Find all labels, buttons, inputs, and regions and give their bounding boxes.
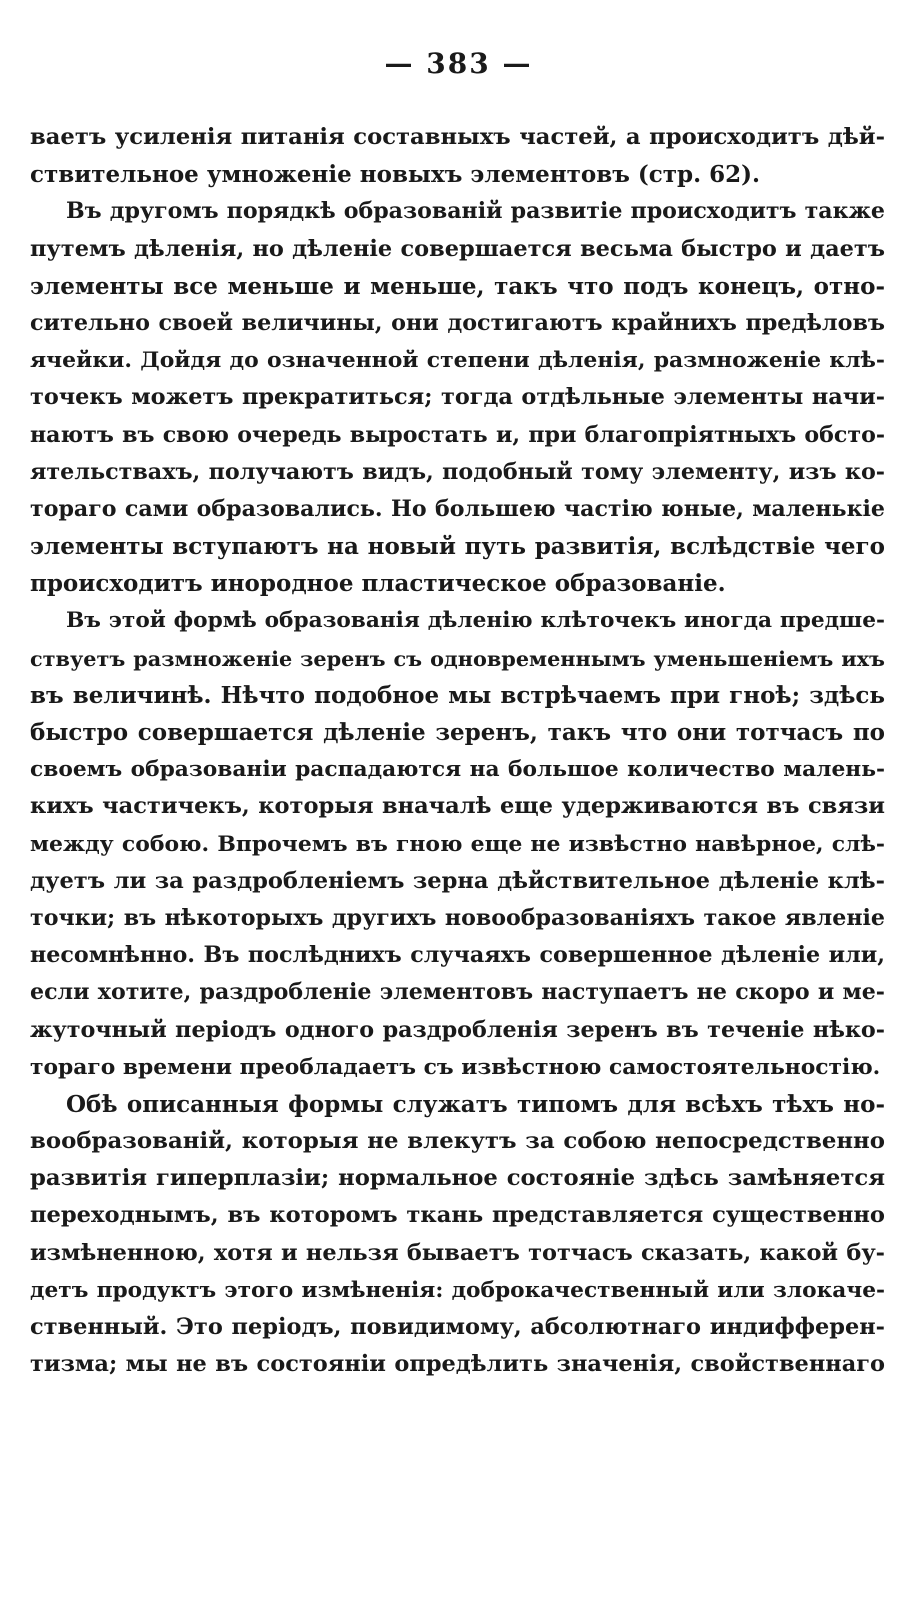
text-line: элементы все меньше и меньше, такъ что подъ конецъ, отно- (30, 272, 885, 300)
text-line: несомнѣнно. Въ послѣднихъ случаяхъ совершенное дѣленіе или, (30, 942, 885, 969)
text-line: точекъ можетъ прекратиться; тогда отдѣльные элементы начи- (30, 384, 885, 411)
paragraph-4 (30, 1086, 885, 1384)
text-line: детъ продуктъ этого измѣненія: доброкачественный или злокаче- (30, 1277, 885, 1303)
text-line: кихъ частичекъ, которыя вначалѣ еще удерживаются въ связи (30, 793, 885, 820)
text-line: тораго времени преобладаетъ съ извѣстною самостоятельностію. (30, 1054, 881, 1080)
text-line: ствительное умноженіе новыхъ элементовъ (стр. 62). (30, 161, 761, 189)
text-line: Обѣ описанныя формы служатъ типомъ для всѣхъ тѣхъ но- (66, 1090, 885, 1118)
body-text (30, 119, 885, 1383)
text-line: точки; въ нѣкоторыхъ другихъ новообразованіяхъ такое явленіе (30, 904, 885, 931)
page-number: — 383 — (384, 47, 533, 80)
text-line: въ величинѣ. Нѣчто подобное мы встрѣчаемъ при гноѣ; здѣсь (30, 681, 885, 709)
text-line: тизма; мы не въ состояніи опредѣлить значенія, свойственнаго (30, 1351, 885, 1378)
text-line: Въ этой формѣ образованія дѣленію клѣточекъ иногда предше- (66, 608, 885, 634)
text-line: Въ другомъ порядкѣ образованій развитіе происходитъ также (66, 198, 885, 225)
text-line: ствуетъ размноженіе зеренъ съ одновременнымъ уменьшеніемъ ихъ (30, 645, 885, 671)
text-line: измѣненною, хотя и нельзя бываетъ тотчасъ сказать, какой бу- (30, 1239, 885, 1266)
text-line: вообразованій, которыя не влекутъ за собою непосредственно (30, 1128, 885, 1155)
text-line: ячейки. Дойдя до означенной степени дѣленія, размноженіе клѣ- (30, 347, 885, 374)
text-line: жуточный періодъ одного раздробленія зеренъ въ теченіе нѣко- (30, 1016, 885, 1043)
text-line: ваетъ усиленія питанія составныхъ частей, а происходитъ дѣй- (30, 124, 885, 150)
text-line: наютъ въ свою очередь выростать и, при благопріятныхъ обсто- (30, 421, 885, 448)
text-line: ственный. Это періодъ, повидимому, абсолютнаго индифферен- (30, 1314, 885, 1340)
text-line: сительно своей величины, они достигаютъ крайнихъ предѣловъ (30, 309, 885, 336)
text-line: своемъ образованіи распадаются на большое количество малень- (30, 757, 885, 783)
text-line: элементы вступаютъ на новый путь развитія, вслѣдствіе чего (30, 533, 885, 561)
paragraph-3 (30, 602, 885, 1085)
paragraph-2 (30, 193, 885, 602)
text-line: тораго сами образовались. Но большею частію юные, маленькіе (30, 495, 885, 522)
text-line: происходитъ инородное пластическое образованіе. (30, 570, 726, 598)
text-line: дуетъ ли за раздробленіемъ зерна дѣйствительное дѣленіе клѣ- (30, 867, 885, 894)
text-line: ятельствахъ, получаютъ видъ, подобный тому элементу, изъ ко- (30, 458, 885, 485)
text-line: если хотите, раздробленіе элементовъ наступаетъ не скоро и ме- (30, 979, 885, 1006)
text-line: развитія гиперплазіи; нормальное состояніе здѣсь замѣняется (30, 1165, 885, 1192)
text-line: путемъ дѣленія, но дѣленіе совершается весьма быстро и даетъ (30, 235, 885, 262)
text-line: переходнымъ, въ которомъ ткань представляется существенно (30, 1202, 885, 1229)
text-line: быстро совершается дѣленіе зеренъ, такъ что они тотчасъ по (30, 719, 885, 746)
text-line: между собою. Впрочемъ въ гною еще не извѣстно навѣрное, слѣ- (30, 830, 885, 857)
paragraph-1 (30, 119, 885, 193)
